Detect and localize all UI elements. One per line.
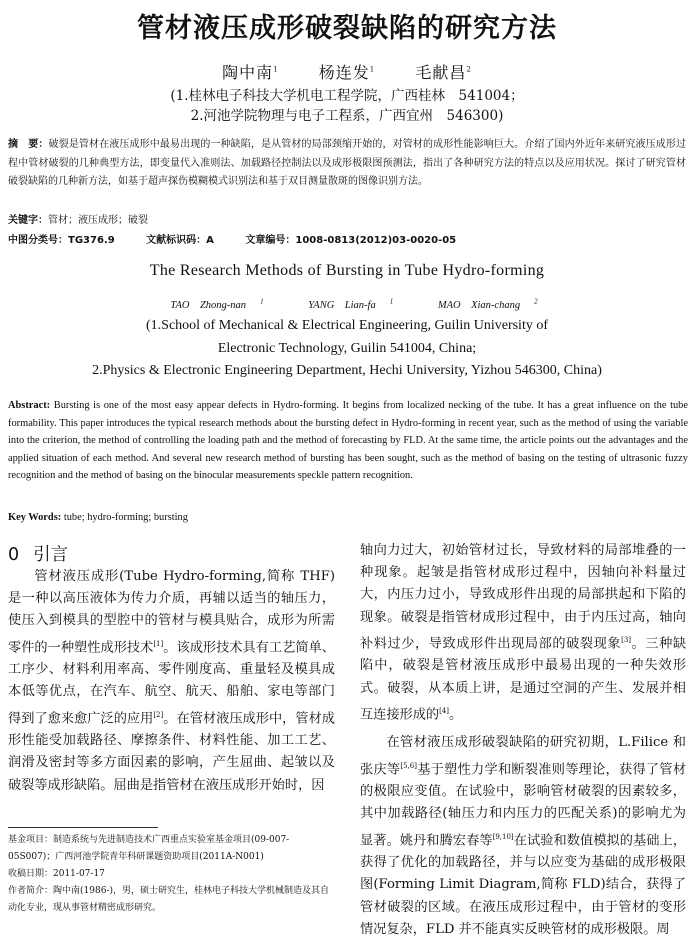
abstract-en-text: Bursting is one of the most easy appear defects in Hydro-forming. It begins from localized necking of the tube. It has a great influence on the tube formability. This paper introduces the typical research methods about the bursting defect in Hydro-forming in recent year, such as the method of using the variable into the criterion, the method of controlling the loading path and the method of forecasting by FLD. At the same time, the article points out the advantages and the applied situation of each method. And several new research method of bursting has been sought, such as the method of basing on the testing of ultrasonic fuzzy recognition and the method of basing on the binocular measurements speckle pattern recognition. [8, 400, 688, 482]
keywords-cn-label: 关键字： [8, 215, 48, 226]
citation: [9,10] [492, 832, 514, 841]
body-right-column [360, 540, 686, 941]
authors-en [0, 297, 694, 312]
citation: [4] [439, 706, 450, 715]
article-number: 文章编号：1008-0813(2012)03-0020-05 [245, 235, 457, 246]
authors-cn [0, 60, 694, 83]
affiliation-cn-1: (1.桂林电子科技大学机电工程学院，广西桂林 541004； [170, 88, 524, 104]
affiliation-cn-2: 2.河池学院物理与电子工程系，广西宜州 546300) [190, 108, 504, 124]
affiliation-en-2: Electronic Technology, Guilin 541004, China; [217, 341, 477, 356]
abstract-cn-text: 破裂是管材在液压成形中最易出现的一种缺陷，是从管材的局部颈缩开始的，对管材的成形性能影响巨大。介绍了国内外近年来研究液压成形过程中管材破裂的几种典型方法，即变量代入准则法、加载路径控制法以及成形极限图预测法，指出了各种研究方法的特点以及应用状况。探讨了研究管材破裂缺陷的几种新方法，如基于超声探伤模糊模式识别法和基于双目测量散斑的图像识别方法。 [8, 139, 687, 188]
keywords-en-text: tube; hydro-forming; bursting [63, 512, 188, 523]
section-number: 0 [8, 545, 20, 565]
abstract-cn-label: 摘 要： [8, 139, 49, 150]
abstract-en [8, 397, 688, 485]
keywords-cn-text: 管材；液压成形；破裂 [48, 215, 148, 226]
citation: [1] [153, 639, 164, 648]
meta-cn [8, 231, 482, 246]
citation: [2] [153, 710, 164, 719]
paper-title-en: The Research Methods of Bursting in Tube Hydro-forming [149, 262, 545, 279]
paragraph: 轴向力过大，初始管材过长，导致材料的局部堆叠的一种现象。起皱是指管材成形过程中，因轴向补料量过大，内压力过小，导致成形件出现的局部拱起和下陷的现象。破裂是指管材成形过程中，由于内压过高，轴向补料过少，导致成形件出现局部的破裂现象[3]。三种缺陷中，破裂是管材液压成形中最易出现的一种失效形式。破裂，从本质上讲，是通过空洞的产生、发展并相互连接形成的[4]。 [360, 543, 687, 723]
section-heading [8, 541, 68, 566]
paragraph: 在管材液压成形破裂缺陷的研究初期，L.Filice 和张庆等[5,6]基于塑性力学和断裂准则等理论，获得了管材的极限应变值。在试验中，影响管材破裂的因素较多，其中加载路径(轴压力和内压力的匹配关系)的影响尤为显著。姚丹和腾宏春等[9,10]在试验和数值模拟的基础上，获得了优化的加载路径，并与以应变为基础的成形极限图(Forming Limit Diagram,简称 FLD)结合，获得了管材破裂的区域。在液压成形过程中，由于管材的变形情况复杂，FLD 并不能真实反映管材的成形极限。周 [360, 735, 687, 937]
footnote-author-bio: 作者简介：陶中南(1986-)，男，硕士研究生，桂林电子科技大学机械制造及其自动化专业，现从事管材精密成形研究。 [8, 886, 329, 913]
author-3: 毛献昌$^2$ [415, 63, 472, 82]
author-1: 陶中南$^1$ [222, 63, 279, 82]
author-2: 杨连发$^1$ [318, 63, 376, 82]
clc-number: 中图分类号：TG376.9 [8, 235, 115, 246]
affiliation-en-3: 2.Physics & Electronic Engineering Department, Hechi University, Yizhou 546300, China) [92, 363, 602, 378]
author-en-3: MAO Xian-chang $^2$ [437, 297, 538, 311]
footnote-divider [8, 827, 158, 828]
abstract-cn [8, 136, 686, 192]
footnote-funding: 基金项目：制造系统与先进制造技术广西重点实验室基金项目(09-007-05S007)；广西河池学院青年科研课题资助项目(2011A-N001) [8, 835, 290, 862]
document-code: 文献标识码：A [146, 235, 214, 246]
footnote-received: 收稿日期：2011-07-17 [8, 869, 105, 879]
footnotes [8, 832, 335, 917]
keywords-en-label: Key Words: [8, 512, 62, 523]
author-en-2: YANG Lian-fa $^1$ [308, 297, 394, 311]
affiliation-en-1: (1.School of Mechanical & Electrical Engineering, Guilin University of [146, 318, 548, 333]
keywords-cn [8, 211, 148, 226]
author-en-1: TAO Zhong-nan $^1$ [170, 297, 264, 311]
body-left-column [8, 566, 335, 797]
paragraph: 管材液压成形(Tube Hydro-forming,简称 THF)是一种以高压液体为传力介质，再辅以适当的轴压力，使压入到模具的型腔中的管材与模具贴合，成形为所需零件的一种塑性成形技术[1]。该成形技术具有工艺简单、工序少、材料利用率高、零件刚度高、重量轻及模具成本低等优点，在汽车、航空、航天、船舶、家电等部门得到了愈来愈广泛的应用[2]。在管材液压成形中，管材成形性能受加载路径、摩擦条件、材料性能、加工工艺、润滑及密封等多方面因素的影响，产生屈曲、起皱以及破裂等成形缺陷。屈曲是指管材在液压成形开始时，因 [8, 569, 335, 793]
citation: [5,6] [400, 761, 417, 770]
abstract-en-label: Abstract: [8, 400, 51, 411]
citation: [3] [621, 635, 632, 644]
paper-title: 管材液压成形破裂缺陷的研究方法 [137, 13, 557, 44]
keywords-en [8, 512, 188, 523]
section-title: 引言 [33, 545, 69, 565]
